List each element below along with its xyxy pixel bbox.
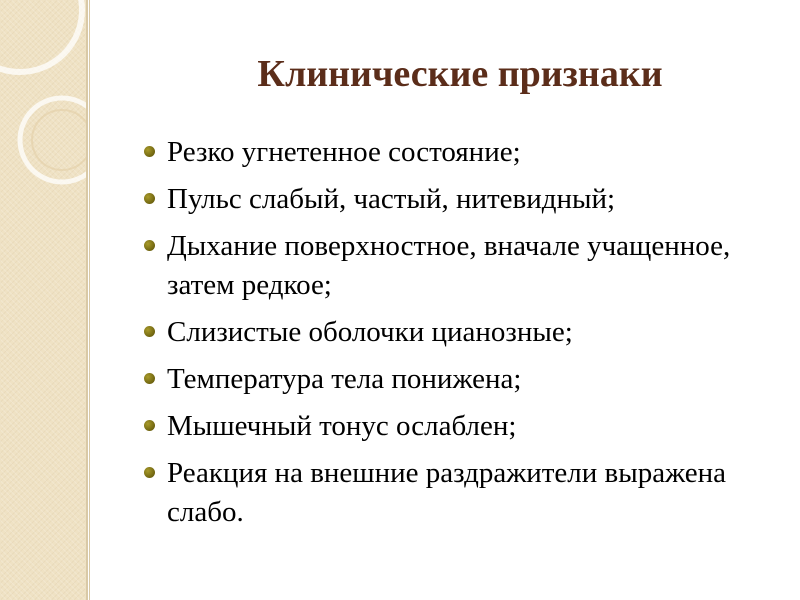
list-item bbox=[144, 454, 784, 532]
decorative-side-panel bbox=[0, 0, 86, 600]
list-item-text: Реакция на внешние раздражители выражена слабо. bbox=[167, 457, 727, 528]
slide-title: Клинические признаки bbox=[257, 53, 663, 95]
list-item bbox=[144, 227, 784, 305]
bullet-icon bbox=[144, 326, 155, 337]
bullet-icon bbox=[144, 240, 155, 251]
list-item-text: Дыхание поверхностное, вначале учащенное, затем редкое; bbox=[167, 230, 731, 301]
bullet-icon bbox=[144, 467, 155, 478]
list-item bbox=[144, 313, 784, 352]
bullet-icon bbox=[144, 373, 155, 384]
side-panel-border-highlight bbox=[88, 0, 89, 600]
decorative-circles bbox=[0, 0, 86, 600]
bullet-icon bbox=[144, 146, 155, 157]
bullet-icon bbox=[144, 420, 155, 431]
list-item bbox=[144, 407, 784, 446]
list-item bbox=[144, 180, 784, 219]
list-item bbox=[144, 360, 784, 399]
list-item bbox=[144, 133, 784, 172]
list-item-text: Пульс слабый, частый, нитевидный; bbox=[167, 183, 616, 215]
list-item-text: Резко угнетенное состояние; bbox=[167, 136, 521, 168]
bullet-icon bbox=[144, 193, 155, 204]
bullet-list bbox=[144, 133, 784, 540]
list-item-text: Мышечный тонус ослаблен; bbox=[167, 410, 517, 442]
list-item-text: Слизистые оболочки цианозные; bbox=[167, 316, 573, 348]
list-item-text: Температура тела понижена; bbox=[167, 363, 522, 395]
